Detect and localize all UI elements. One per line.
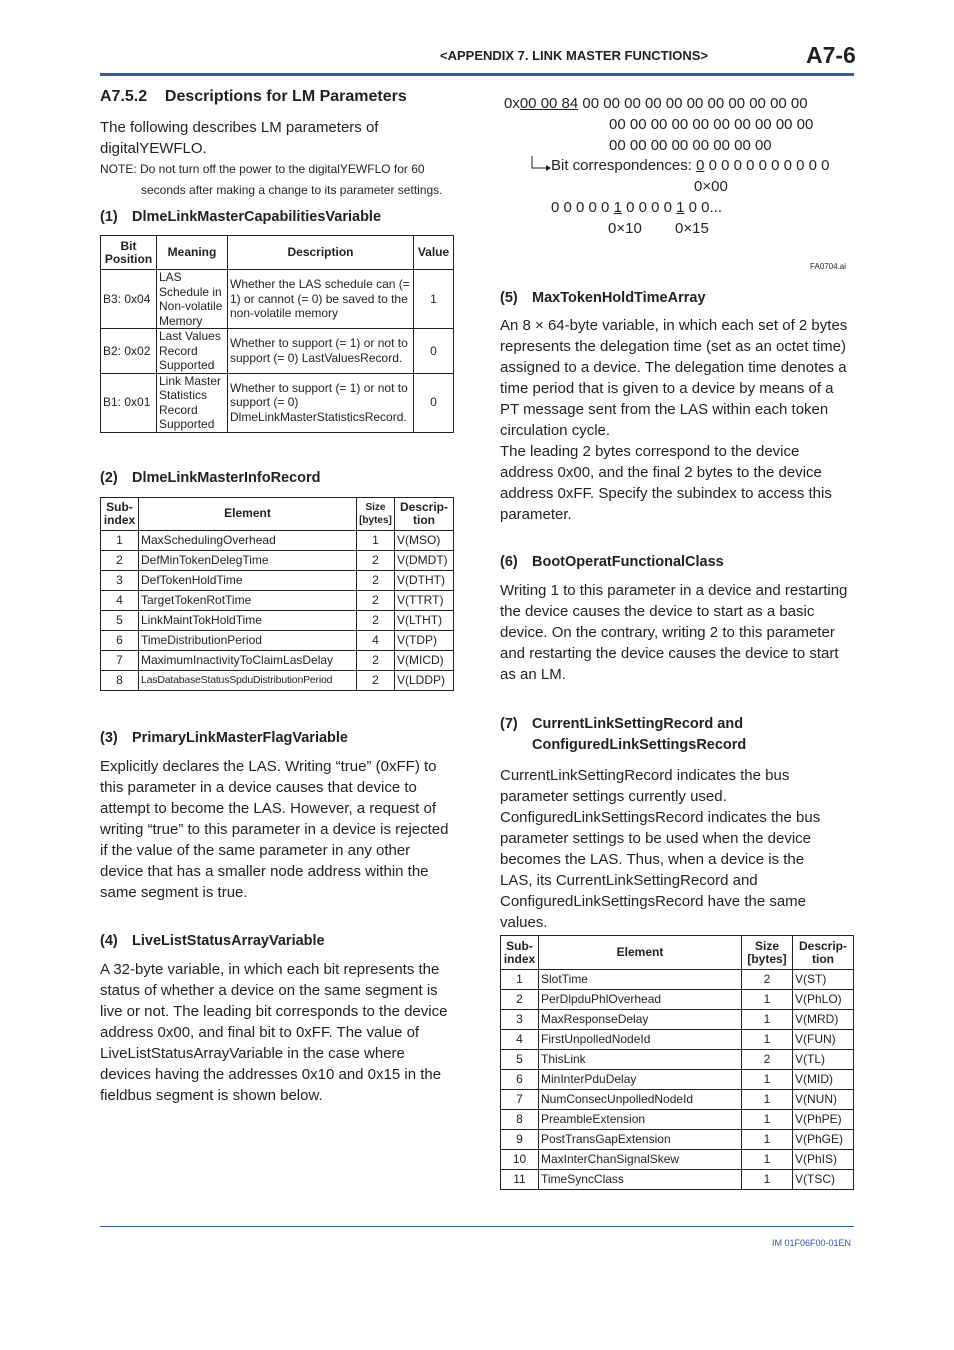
table-row [101, 530, 454, 550]
param-4-number: (4) [100, 932, 118, 949]
param-6-heading [500, 554, 854, 570]
table-row [501, 1070, 854, 1090]
hex-prefix: 0x [504, 95, 520, 112]
table-cell: TargetTokenRotTime [139, 590, 357, 610]
table-cell: V(FUN) [793, 1030, 854, 1050]
param-7-number: (7) [500, 716, 518, 732]
table-cell: 8 [101, 670, 139, 690]
table-cell: 2 [357, 590, 395, 610]
table-cell: 1 [742, 1010, 793, 1030]
col-header: Sub-index [501, 936, 539, 970]
bit-correspondences [551, 157, 830, 174]
table-row [501, 1110, 854, 1130]
param-5-title: MaxTokenHoldTimeArray [532, 290, 706, 306]
table-cell: 1 [742, 1090, 793, 1110]
param-7-title-row [500, 714, 854, 735]
table-cell: V(PhLO) [793, 990, 854, 1010]
table-cell: V(TTRT) [395, 590, 454, 610]
col-header: Element [539, 936, 742, 970]
table-row [501, 1030, 854, 1050]
table-cell: TimeDistributionPeriod [139, 630, 357, 650]
table-cell: V(DTHT) [395, 570, 454, 590]
param-3-title: PrimaryLinkMasterFlagVariable [132, 729, 348, 746]
table-cell: 4 [101, 590, 139, 610]
table-cell: Whether the LAS schedule can (= 1) or cannot (= 0) be saved to the non-volatile memory [228, 270, 414, 329]
bit-0x15: 1 [676, 199, 685, 216]
figure-id: FA0704.ai [810, 262, 847, 271]
table-cell: V(MICD) [395, 650, 454, 670]
col-header: Bit Position [101, 236, 157, 270]
table-row [101, 329, 454, 374]
left-column [100, 88, 454, 1106]
table-cell: 1 [501, 970, 539, 990]
table-cell: 7 [101, 650, 139, 670]
table-cell: PerDlpduPhlOverhead [539, 990, 742, 1010]
bits-label: Bit correspondences: [551, 157, 697, 174]
page-number: A7-6 [806, 42, 856, 68]
table-cell: 2 [357, 610, 395, 630]
table-cell: Whether to support (= 1) or not to support (= 0) DlmeLinkMasterStatisticsRecord. [228, 373, 414, 432]
table-cell: 1 [357, 530, 395, 550]
param-7-title-1: CurrentLinkSettingRecord and [532, 716, 744, 732]
table-cell: 6 [501, 1070, 539, 1090]
table-cell: B2: 0x02 [101, 329, 157, 374]
table-cell: 4 [357, 630, 395, 650]
address-00: 0×00 [694, 178, 728, 195]
table-cell: V(MRD) [793, 1010, 854, 1030]
bits-segment: 0 0... [684, 199, 722, 216]
note [100, 159, 454, 201]
table-cell: V(PhGE) [793, 1130, 854, 1150]
table-cell: PreambleExtension [539, 1110, 742, 1130]
table-cell: V(PhIS) [793, 1150, 854, 1170]
table-cell: B3: 0x04 [101, 270, 157, 329]
table-cell: 1 [742, 1130, 793, 1150]
param-6-text: Writing 1 to this parameter in a device and restarting the device causes the device to start as a basic device. On the contrary, writing 2 to this parameter and restarting the device causes the device to start as an LM. [500, 582, 848, 683]
table-cell: 1 [742, 1150, 793, 1170]
table-cell: 2 [742, 970, 793, 990]
table-cell: 1 [742, 1110, 793, 1130]
section-title: A7.5.2 Descriptions for LM Parameters [100, 88, 407, 105]
table-cell: 5 [501, 1050, 539, 1070]
table-cell: MinInterPduDelay [539, 1070, 742, 1090]
table-cell: FirstUnpolledNodeId [539, 1030, 742, 1050]
param-1-title: DlmeLinkMasterCapabilitiesVariable [132, 209, 382, 225]
col-header: Element [139, 497, 357, 530]
table-cell: 1 [414, 270, 454, 329]
table-cell: 2 [501, 990, 539, 1010]
table-cell: 7 [501, 1090, 539, 1110]
link-settings-table [500, 935, 854, 1190]
table-cell: V(MID) [793, 1070, 854, 1090]
table-row [101, 590, 454, 610]
info-record-table [100, 497, 454, 691]
table-cell: 2 [357, 670, 395, 690]
table-cell: V(PhPE) [793, 1110, 854, 1130]
col-header: Meaning [157, 236, 228, 270]
param-4-heading [100, 933, 454, 949]
arrow-icon [528, 156, 552, 176]
table-cell: 5 [101, 610, 139, 630]
table-cell: MaxInterChanSignalSkew [539, 1150, 742, 1170]
param-2-title: DlmeLinkMasterInfoRecord [132, 469, 321, 486]
table-cell: DefMinTokenDelegTime [139, 550, 357, 570]
capabilities-table [100, 235, 454, 433]
bit-row-2 [551, 199, 722, 216]
param-5-number: (5) [500, 290, 518, 306]
param-6-number: (6) [500, 554, 518, 570]
table-cell: ThisLink [539, 1050, 742, 1070]
table-cell: Last Values Record Supported [157, 329, 228, 374]
param-4-text: A 32-byte variable, in which each bit represents the status of whether a device on the same segment is live or not. The leading bit corresponds to the device address 0x00, and final bit to 0xFF. The value of LiveListStatusArrayVariable in the case where devices having the addresses 0x10 and 0x15 in the fieldbus segment is shown below. [100, 960, 448, 1104]
table-cell: V(ST) [793, 970, 854, 990]
bits-rest: 0 0 0 0 0 0 0 0 0 0 [704, 157, 830, 174]
figure-line-3: 00 00 00 00 00 00 00 00 [609, 137, 772, 154]
table-cell: 3 [501, 1010, 539, 1030]
param-2-heading [100, 470, 454, 486]
right-column [500, 290, 854, 1190]
table-cell: DefTokenHoldTime [139, 570, 357, 590]
param-5-text-1: An 8 × 64-byte variable, in which each set of 2 bytes represents the delegation time (set as an octet time) assigned to a device. The delegation time denotes a time period that is given to a device by means of a PT message sent from the LAS within each token circulation cycle. [500, 317, 848, 439]
document-id: IM 01F06F00-01EN [772, 1238, 852, 1248]
table-cell: SlotTime [539, 970, 742, 990]
table-cell: V(TSC) [793, 1170, 854, 1190]
table-row [101, 650, 454, 670]
table-cell: 2 [101, 550, 139, 570]
table-row [101, 670, 454, 690]
table-row [501, 1170, 854, 1190]
param-5-text-2: The leading 2 bytes correspond to the device address 0x00, and the final 2 bytes to the device address 0xFF. Specify the subindex to access this parameter. [500, 443, 832, 523]
col-header: Descrip-tion [793, 936, 854, 970]
param-1-heading [100, 209, 454, 225]
table-row [101, 610, 454, 630]
param-4-title: LiveListStatusArrayVariable [132, 932, 325, 949]
table-row [501, 1090, 854, 1110]
table-row [501, 970, 854, 990]
hex-rest: 00 00 00 00 00 00 00 00 00 00 00 [578, 95, 808, 112]
bit-0: 0 [696, 157, 705, 174]
table-cell: V(LDDP) [395, 670, 454, 690]
table-row [101, 630, 454, 650]
figure-line-1 [504, 95, 808, 112]
table-cell: 1 [101, 530, 139, 550]
table-cell: 3 [101, 570, 139, 590]
col-header: Value [414, 236, 454, 270]
table-row [501, 990, 854, 1010]
col-header: Size [bytes] [742, 936, 793, 970]
table-row [101, 550, 454, 570]
table-row [501, 1050, 854, 1070]
table-cell: 6 [101, 630, 139, 650]
section-intro: The following describes LM parameters of digitalYEWFLO. [100, 119, 379, 157]
table-cell: LasDatabaseStatusSpduDistributionPeriod [139, 670, 357, 690]
table-cell: 2 [357, 550, 395, 570]
table-cell: 9 [501, 1130, 539, 1150]
bits-segment: 0 0 0 0 0 [551, 199, 614, 216]
param-7-text: CurrentLinkSettingRecord indicates the bus parameter settings currently used. ConfiguredLinkSettingsRecord indicates the bus parameter settings to be used when the device becomes the LAS. Thus, when a device is the LAS, its CurrentLinkSettingRecord and ConfiguredLinkSettingsRecord have the same values. [500, 767, 821, 931]
param-6-title: BootOperatFunctionalClass [532, 554, 724, 570]
table-cell: 0 [414, 373, 454, 432]
note-line-2: seconds after making a change to its parameter settings. [141, 183, 443, 197]
param-5-heading [500, 290, 854, 306]
address-15: 0×15 [675, 220, 709, 237]
address-10: 0×10 [608, 220, 642, 237]
running-header: <APPENDIX 7. LINK MASTER FUNCTIONS> [440, 48, 708, 63]
col-header: Descrip-tion [395, 497, 454, 530]
param-2-number: (2) [100, 469, 118, 486]
table-cell: LAS Schedule in Non-volatile Memory [157, 270, 228, 329]
table-cell: Link Master Statistics Record Supported [157, 373, 228, 432]
table-row [101, 270, 454, 329]
table-cell: Whether to support (= 1) or not to support (= 0) LastValuesRecord. [228, 329, 414, 374]
footer-rule [100, 1226, 854, 1227]
param-3-heading [100, 730, 454, 746]
table-row [501, 1150, 854, 1170]
table-cell: B1: 0x01 [101, 373, 157, 432]
table-cell: 2 [357, 570, 395, 590]
table-cell: 1 [742, 990, 793, 1010]
table-cell: V(LTHT) [395, 610, 454, 630]
table-cell: 1 [742, 1030, 793, 1050]
table-cell: PostTransGapExtension [539, 1130, 742, 1150]
param-7-title-2: ConfiguredLinkSettingsRecord [532, 737, 747, 753]
table-cell: 8 [501, 1110, 539, 1130]
hex-first-bytes: 00 00 84 [519, 95, 579, 112]
table-cell: MaximumInactivityToClaimLasDelay [139, 650, 357, 670]
table-row [101, 373, 454, 432]
table-cell: V(TL) [793, 1050, 854, 1070]
header-rule [100, 73, 854, 76]
table-cell: V(NUN) [793, 1090, 854, 1110]
table-cell: V(MSO) [395, 530, 454, 550]
table-cell: 0 [414, 329, 454, 374]
param-1-number: (1) [100, 209, 118, 225]
table-cell: MaxSchedulingOverhead [139, 530, 357, 550]
bits-segment: 0 0 0 0 [621, 199, 677, 216]
table-cell: MaxResponseDelay [539, 1010, 742, 1030]
col-header: Description [228, 236, 414, 270]
table-cell: V(DMDT) [395, 550, 454, 570]
figure-line-2: 00 00 00 00 00 00 00 00 00 00 [609, 116, 814, 133]
table-row [501, 1010, 854, 1030]
param-3-number: (3) [100, 729, 118, 746]
table-cell: 1 [742, 1170, 793, 1190]
table-cell: LinkMaintTokHoldTime [139, 610, 357, 630]
table-cell: NumConsecUnpolledNodeId [539, 1090, 742, 1110]
table-cell: 2 [357, 650, 395, 670]
table-row [101, 570, 454, 590]
table-row [501, 1130, 854, 1150]
bit-0x10: 1 [613, 199, 622, 216]
param-7-heading [500, 714, 854, 756]
col-header: Sub-index [101, 497, 139, 530]
table-cell: 11 [501, 1170, 539, 1190]
param-3-text: Explicitly declares the LAS. Writing “true” (0xFF) to this parameter in a device causes that device to attempt to become the LAS. However, a request of writing “true” to this parameter in a device is rejected if the value of the same parameter in any other device that has a smaller node address within the same segment is true. [100, 757, 449, 901]
table-cell: TimeSyncClass [539, 1170, 742, 1190]
col-header: Size [bytes] [357, 497, 395, 530]
table-cell: 10 [501, 1150, 539, 1170]
table-cell: 1 [742, 1070, 793, 1090]
table-cell: 2 [742, 1050, 793, 1070]
note-line-1: NOTE: Do not turn off the power to the digitalYEWFLO for 60 [100, 162, 425, 176]
table-cell: V(TDP) [395, 630, 454, 650]
table-cell: 4 [501, 1030, 539, 1050]
